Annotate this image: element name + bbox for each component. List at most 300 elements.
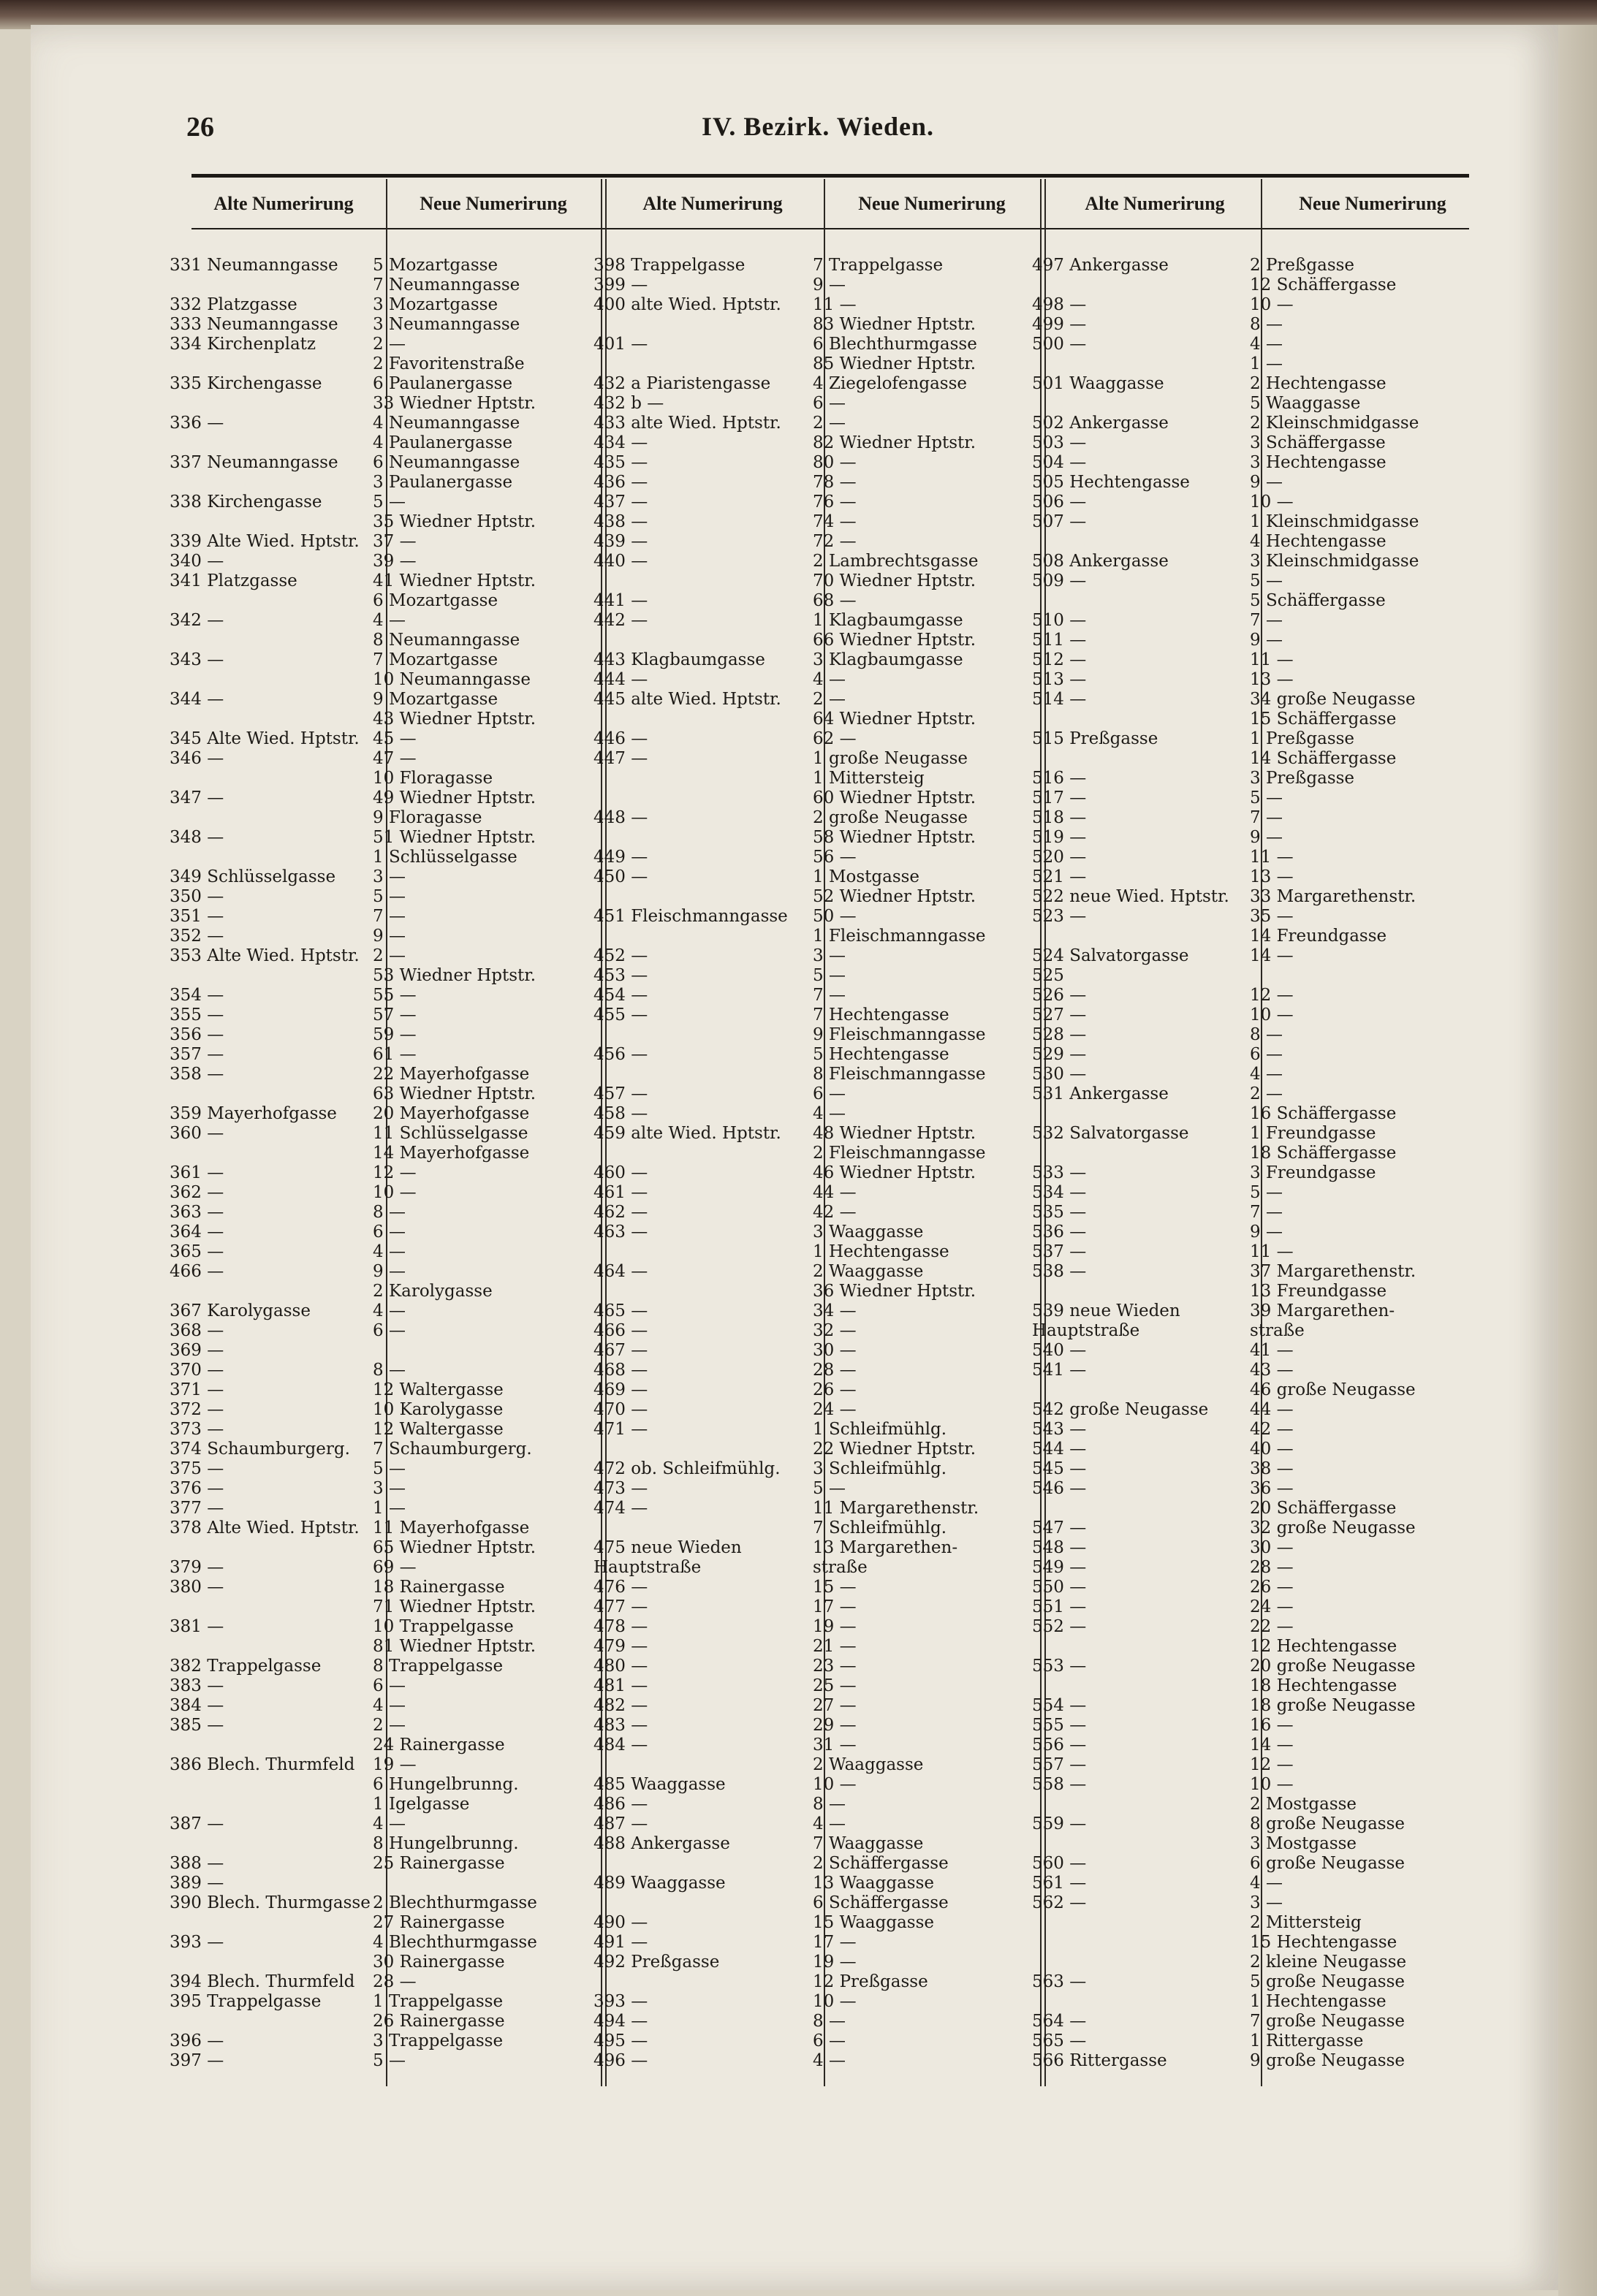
- old-number-cell: 363 —: [170, 1203, 224, 1222]
- new-number-cell: 40 —: [1250, 1440, 1294, 1459]
- new-number-cell: 7 Neumanngasse: [373, 275, 520, 294]
- old-number-cell: [170, 769, 382, 788]
- new-number-cell: 12 Waltergasse: [373, 1380, 504, 1399]
- new-number-cell: 5 Schäffergasse: [1250, 591, 1386, 610]
- new-number-cell: 9 —: [1250, 828, 1283, 847]
- old-number-cell: 349 Schlüsselgasse: [170, 867, 336, 886]
- new-number-cell: 7 —: [1250, 1203, 1283, 1222]
- old-number-cell: [593, 631, 822, 650]
- old-number-cell: [593, 927, 822, 946]
- new-number-cell: 4 —: [373, 611, 406, 630]
- old-number-cell: 451 Fleischmanngasse: [593, 907, 788, 926]
- new-number-cell: 14 —: [1250, 946, 1294, 965]
- new-number-cell: 2 —: [373, 335, 406, 354]
- new-number-cell: 20 Schäffergasse: [1250, 1499, 1397, 1518]
- new-number-cell: 22 Mayerhofgasse: [373, 1065, 530, 1084]
- new-number-cell: 1 Rittergasse: [1250, 2031, 1364, 2050]
- new-number-cell: 10 —: [813, 1775, 857, 1794]
- new-number-cell: 8 —: [373, 1361, 406, 1380]
- old-number-cell: [593, 1518, 822, 1538]
- old-number-cell: 466 —: [170, 1262, 224, 1281]
- old-number-cell: [170, 1953, 382, 1972]
- new-number-cell: 11 Margarethenstr.: [813, 1499, 979, 1518]
- new-number-cell: 2 Favoritenstraße: [373, 354, 525, 373]
- old-number-cell: 507 —: [1032, 512, 1087, 531]
- new-number-cell: 7 Schaumburgerg.: [373, 1440, 532, 1459]
- old-number-cell: [170, 1084, 382, 1104]
- new-number-cell: 28 —: [1250, 1558, 1294, 1577]
- new-number-cell: 5 —: [373, 2051, 406, 2070]
- old-number-cell: 377 —: [170, 1499, 224, 1518]
- page-edge-shadow: [1558, 25, 1597, 2296]
- new-number-cell: 81 Wiedner Hptstr.: [373, 1637, 536, 1656]
- old-number-cell: 454 —: [593, 986, 648, 1005]
- new-number-cell: 22 Wiedner Hptstr.: [813, 1440, 976, 1459]
- old-number-cell: [170, 631, 382, 650]
- new-number-cell: 46 große Neugasse: [1250, 1380, 1416, 1399]
- new-number-cell: 9 —: [1250, 473, 1283, 492]
- old-number-cell: 449 —: [593, 848, 648, 867]
- new-number-cell: 12 Preßgasse: [813, 1972, 928, 1991]
- new-number-cell: [373, 1874, 599, 1893]
- new-number-cell: 53 Wiedner Hptstr.: [373, 966, 536, 985]
- neu-column-2: [813, 256, 1039, 2071]
- old-number-cell: 560 —: [1032, 1854, 1087, 1873]
- old-number-cell: 455 —: [593, 1006, 648, 1025]
- old-number-cell: 441 —: [593, 591, 648, 610]
- old-number-cell: 558 —: [1032, 1775, 1087, 1794]
- new-number-cell: 2 —: [813, 414, 846, 433]
- old-number-cell: 370 —: [170, 1361, 224, 1380]
- old-number-cell: 362 —: [170, 1183, 224, 1202]
- new-number-cell: 48 Wiedner Hptstr.: [813, 1124, 976, 1143]
- new-number-cell: 44 —: [1250, 1400, 1294, 1419]
- alt-column-2: [593, 256, 822, 2071]
- old-number-cell: 492 Preßgasse: [593, 1953, 720, 1972]
- old-number-cell: 464 —: [593, 1262, 648, 1281]
- old-number-cell: 468 —: [593, 1361, 648, 1380]
- old-number-cell: Hauptstraße: [593, 1558, 702, 1577]
- old-number-cell: 524 Salvatorgasse: [1032, 946, 1189, 965]
- new-number-cell: 5 —: [813, 966, 846, 985]
- new-number-cell: 15 Waaggasse: [813, 1913, 935, 1932]
- new-number-cell: 5 —: [813, 1479, 846, 1498]
- new-number-cell: 44 —: [813, 1183, 857, 1202]
- new-number-cell: 6 —: [813, 394, 846, 413]
- new-number-cell: 27 —: [813, 1696, 857, 1715]
- old-number-cell: [1032, 591, 1259, 611]
- old-number-cell: 486 —: [593, 1795, 648, 1814]
- new-number-cell: 34 große Neugasse: [1250, 690, 1416, 709]
- new-number-cell: 1 Trappelgasse: [373, 1992, 504, 2011]
- old-number-cell: 434 —: [593, 433, 648, 452]
- old-number-cell: 332 Platzgasse: [170, 295, 297, 314]
- new-number-cell: 11 —: [813, 295, 857, 314]
- old-number-cell: 372 —: [170, 1400, 224, 1419]
- new-number-cell: 3 Mostgasse: [1250, 1834, 1357, 1853]
- new-number-cell: 10 Neumanngasse: [373, 670, 531, 689]
- old-number-cell: 470 —: [593, 1400, 648, 1419]
- new-number-cell: 33 Margarethenstr.: [1250, 887, 1416, 906]
- old-number-cell: 564 —: [1032, 2012, 1087, 2031]
- new-number-cell: 15 Schäffergasse: [1250, 710, 1397, 729]
- new-number-cell: 12 Schäffergasse: [1250, 275, 1397, 294]
- old-number-cell: 563 —: [1032, 1972, 1087, 1991]
- new-number-cell: 59 —: [373, 1025, 417, 1044]
- old-number-cell: 532 Salvatorgasse: [1032, 1124, 1189, 1143]
- new-number-cell: 10 —: [373, 1183, 417, 1202]
- page-title: IV. Bezirk. Wieden.: [702, 112, 935, 141]
- new-number-cell: 20 Mayerhofgasse: [373, 1104, 530, 1123]
- new-number-cell: 57 —: [373, 1006, 417, 1025]
- new-number-cell: 2 kleine Neugasse: [1250, 1953, 1407, 1972]
- new-number-cell: 6 —: [813, 2031, 846, 2050]
- old-number-cell: 446 —: [593, 729, 648, 748]
- old-number-cell: 536 —: [1032, 1223, 1087, 1242]
- new-number-cell: 18 Rainergasse: [373, 1578, 505, 1597]
- new-number-cell: 9 Fleischmanngasse: [813, 1025, 986, 1044]
- old-number-cell: [593, 1972, 822, 1992]
- old-number-cell: 502 Ankergasse: [1032, 414, 1169, 433]
- page-number: 26: [186, 112, 214, 142]
- old-number-cell: 542 große Neugasse: [1032, 1400, 1209, 1419]
- old-number-cell: 495 —: [593, 2031, 648, 2050]
- old-number-cell: 383 —: [170, 1676, 224, 1695]
- old-number-cell: 447 —: [593, 749, 648, 768]
- new-number-cell: 1 —: [1250, 354, 1283, 373]
- old-number-cell: [593, 315, 822, 335]
- old-number-cell: 393 —: [170, 1933, 224, 1952]
- new-number-cell: 2 Preßgasse: [1250, 256, 1355, 275]
- old-number-cell: 488 Ankergasse: [593, 1834, 730, 1853]
- new-number-cell: 24 Rainergasse: [373, 1736, 505, 1755]
- old-number-cell: 559 —: [1032, 1814, 1087, 1833]
- old-number-cell: 548 —: [1032, 1538, 1087, 1557]
- old-number-cell: 442 —: [593, 611, 648, 630]
- old-number-cell: 459 alte Wied. Hptstr.: [593, 1124, 781, 1143]
- new-number-cell: 12 Hechtengasse: [1250, 1637, 1397, 1656]
- new-number-cell: 8 große Neugasse: [1250, 1814, 1405, 1833]
- old-number-cell: 473 —: [593, 1479, 648, 1498]
- new-number-cell: 8 —: [1250, 315, 1283, 334]
- new-number-cell: 4 —: [1250, 1065, 1283, 1084]
- new-number-cell: 15 Hechtengasse: [1250, 1933, 1397, 1952]
- old-number-cell: 496 —: [593, 2051, 648, 2070]
- old-number-cell: 375 —: [170, 1459, 224, 1478]
- old-number-cell: [170, 591, 382, 611]
- old-number-cell: 554 —: [1032, 1696, 1087, 1715]
- new-number-cell: 24 —: [1250, 1597, 1294, 1616]
- new-number-cell: 4 Blechthurmgasse: [373, 1933, 537, 1952]
- old-number-cell: 445 alte Wied. Hptstr.: [593, 690, 781, 709]
- column-header-neu-1: Neue Numerirung: [420, 193, 567, 214]
- old-number-cell: 562 —: [1032, 1893, 1087, 1912]
- new-number-cell: 29 —: [813, 1716, 857, 1735]
- old-number-cell: 335 Kirchengasse: [170, 374, 322, 393]
- old-number-cell: [593, 710, 822, 729]
- old-number-cell: [1032, 1913, 1259, 1933]
- new-number-cell: 62 —: [813, 729, 857, 748]
- old-number-cell: 483 —: [593, 1716, 648, 1735]
- new-number-cell: 6 Schäffergasse: [813, 1893, 949, 1912]
- new-number-cell: 9 —: [373, 1262, 406, 1281]
- old-number-cell: 435 —: [593, 453, 648, 472]
- new-number-cell: 13 Margarethen-: [813, 1538, 958, 1557]
- column-header-neu-3: Neue Numerirung: [1299, 193, 1446, 214]
- new-number-cell: 5 Mozartgasse: [373, 256, 498, 275]
- new-number-cell: 11 —: [1250, 650, 1294, 669]
- old-number-cell: [593, 1893, 822, 1913]
- old-number-cell: [1032, 275, 1259, 295]
- new-number-cell: 10 Trappelgasse: [373, 1617, 514, 1636]
- new-number-cell: 6 Mozartgasse: [373, 591, 498, 610]
- old-number-cell: 561 —: [1032, 1874, 1087, 1893]
- old-number-cell: 549 —: [1032, 1558, 1087, 1577]
- old-number-cell: 344 —: [170, 690, 224, 709]
- old-number-cell: 500 —: [1032, 335, 1087, 354]
- old-number-cell: 358 —: [170, 1065, 224, 1084]
- new-number-cell: 1 Kleinschmidgasse: [1250, 512, 1419, 531]
- old-number-cell: 480 —: [593, 1657, 648, 1676]
- column-header-alt-2: Alte Numerirung: [642, 193, 783, 214]
- old-number-cell: 553 —: [1032, 1657, 1087, 1676]
- old-number-cell: 544 —: [1032, 1440, 1087, 1459]
- old-number-cell: [593, 887, 822, 907]
- new-number-cell: 55 —: [373, 986, 417, 1005]
- new-number-cell: 30 —: [1250, 1538, 1294, 1557]
- new-number-cell: 2 Hechtengasse: [1250, 374, 1387, 393]
- new-number-cell: 2 Mittersteig: [1250, 1913, 1362, 1932]
- old-number-cell: [1032, 394, 1259, 414]
- new-number-cell: 3 Neumanngasse: [373, 315, 520, 334]
- old-number-cell: [593, 828, 822, 848]
- old-number-cell: [170, 848, 382, 867]
- new-number-cell: 47 —: [373, 749, 417, 768]
- new-number-cell: 32 große Neugasse: [1250, 1518, 1416, 1537]
- old-number-cell: 341 Platzgasse: [170, 571, 297, 590]
- old-number-cell: 508 Ankergasse: [1032, 552, 1169, 571]
- new-number-cell: 5 —: [373, 493, 406, 512]
- new-number-cell: 42 —: [813, 1203, 857, 1222]
- old-number-cell: 465 —: [593, 1301, 648, 1320]
- new-number-cell: 3 —: [813, 946, 846, 965]
- old-number-cell: 367 Karolygasse: [170, 1301, 311, 1320]
- new-number-cell: 4 Ziegelofengasse: [813, 374, 968, 393]
- new-number-cell: 1 große Neugasse: [813, 749, 968, 768]
- old-number-cell: 381 —: [170, 1617, 224, 1636]
- old-number-cell: 566 Rittergasse: [1032, 2051, 1167, 2070]
- new-number-cell: 9 große Neugasse: [1250, 2051, 1405, 2070]
- old-number-cell: 482 —: [593, 1696, 648, 1715]
- old-number-cell: 364 —: [170, 1223, 224, 1242]
- old-number-cell: 487 —: [593, 1814, 648, 1833]
- new-number-cell: 19 —: [373, 1755, 417, 1774]
- new-number-cell: 17 —: [813, 1933, 857, 1952]
- new-number-cell: 63 Wiedner Hptstr.: [373, 1084, 536, 1103]
- old-number-cell: 556 —: [1032, 1736, 1087, 1755]
- new-number-cell: 2 Schäffergasse: [813, 1854, 949, 1873]
- new-number-cell: 3 —: [373, 1479, 406, 1498]
- new-number-cell: 26 —: [813, 1380, 857, 1399]
- old-number-cell: 531 Ankergasse: [1032, 1084, 1169, 1103]
- old-number-cell: 334 Kirchenplatz: [170, 335, 316, 354]
- new-number-cell: 5 Hechtengasse: [813, 1045, 949, 1064]
- old-number-cell: 506 —: [1032, 493, 1087, 512]
- new-number-cell: 3 Preßgasse: [1250, 769, 1355, 788]
- old-number-cell: [1032, 1637, 1259, 1657]
- old-number-cell: 546 —: [1032, 1479, 1087, 1498]
- old-number-cell: 484 —: [593, 1736, 648, 1755]
- old-number-cell: 352 —: [170, 927, 224, 946]
- old-number-cell: 382 Trappelgasse: [170, 1657, 322, 1676]
- old-number-cell: 368 —: [170, 1321, 224, 1340]
- new-number-cell: 33 Wiedner Hptstr.: [373, 394, 536, 413]
- old-number-cell: [1032, 1144, 1259, 1163]
- old-number-cell: [170, 1834, 382, 1854]
- old-number-cell: 499 —: [1032, 315, 1087, 334]
- column-header-alt-3: Alte Numerirung: [1085, 193, 1225, 214]
- old-number-cell: [1032, 927, 1259, 946]
- old-number-cell: Hauptstraße: [1032, 1321, 1140, 1340]
- new-number-cell: 1 Mostgasse: [813, 867, 920, 886]
- new-number-cell: [1250, 966, 1491, 986]
- new-number-cell: 2 Lambrechtsgasse: [813, 552, 979, 571]
- new-number-cell: 1 Hechtengasse: [1250, 1992, 1387, 2011]
- old-number-cell: 462 —: [593, 1203, 648, 1222]
- old-number-cell: 511 —: [1032, 631, 1087, 650]
- old-number-cell: 509 —: [1032, 571, 1087, 590]
- new-number-cell: 2 —: [1250, 1084, 1283, 1103]
- new-number-cell: 6 —: [813, 1084, 846, 1103]
- old-number-cell: 369 —: [170, 1341, 224, 1360]
- old-number-cell: [170, 1736, 382, 1755]
- old-number-cell: [1032, 1834, 1259, 1854]
- old-number-cell: [170, 710, 382, 729]
- new-number-cell: 71 Wiedner Hptstr.: [373, 1597, 536, 1616]
- old-number-cell: [170, 1282, 382, 1301]
- old-number-cell: [170, 1637, 382, 1657]
- column-header-alt-1: Alte Numerirung: [213, 193, 354, 214]
- old-number-cell: [593, 769, 822, 788]
- old-number-cell: 385 —: [170, 1716, 224, 1735]
- old-number-cell: 494 —: [593, 2012, 648, 2031]
- new-number-cell: 36 —: [1250, 1479, 1294, 1498]
- new-number-cell: 1 —: [373, 1499, 406, 1518]
- old-number-cell: 517 —: [1032, 788, 1087, 807]
- new-number-cell: 28 —: [373, 1972, 417, 1991]
- new-number-cell: 69 —: [373, 1558, 417, 1577]
- old-number-cell: 333 Neumanngasse: [170, 315, 338, 334]
- old-number-cell: 535 —: [1032, 1203, 1087, 1222]
- old-number-cell: 439 —: [593, 532, 648, 551]
- new-number-cell: 8 —: [813, 2012, 846, 2031]
- old-number-cell: 397 —: [170, 2051, 224, 2070]
- old-number-cell: 437 —: [593, 493, 648, 512]
- old-number-cell: [593, 1144, 822, 1163]
- old-number-cell: 547 —: [1032, 1518, 1087, 1537]
- new-number-cell: 1 Preßgasse: [1250, 729, 1355, 748]
- new-number-cell: 11 —: [1250, 1242, 1294, 1261]
- old-number-cell: 463 —: [593, 1223, 648, 1242]
- old-number-cell: 497 Ankergasse: [1032, 256, 1169, 275]
- new-number-cell: 72 —: [813, 532, 857, 551]
- new-number-cell: 16 Schäffergasse: [1250, 1104, 1397, 1123]
- new-number-cell: 10 —: [813, 1992, 857, 2011]
- old-number-cell: 457 —: [593, 1084, 648, 1103]
- old-number-cell: 444 —: [593, 670, 648, 689]
- old-number-cell: 398 Trappelgasse: [593, 256, 746, 275]
- new-number-cell: straße: [1250, 1321, 1305, 1340]
- new-number-cell: 7 Mozartgasse: [373, 650, 498, 669]
- new-number-cell: 3 Mozartgasse: [373, 295, 498, 314]
- new-number-cell: 82 Wiedner Hptstr.: [813, 433, 976, 452]
- new-number-cell: 56 —: [813, 848, 857, 867]
- old-number-cell: [170, 1775, 382, 1795]
- new-number-cell: 2 —: [373, 946, 406, 965]
- old-number-cell: 504 —: [1032, 453, 1087, 472]
- new-number-cell: 7 —: [373, 907, 406, 926]
- old-number-cell: 440 —: [593, 552, 648, 571]
- new-number-cell: [373, 1341, 599, 1361]
- old-number-cell: 505 Hechtengasse: [1032, 473, 1190, 492]
- new-number-cell: 4 —: [813, 1104, 846, 1123]
- new-number-cell: 35 —: [1250, 907, 1294, 926]
- new-number-cell: 5 —: [1250, 788, 1283, 807]
- old-number-cell: 339 Alte Wied. Hptstr.: [170, 532, 360, 551]
- old-number-cell: 360 —: [170, 1124, 224, 1143]
- new-number-cell: 9 —: [373, 927, 406, 946]
- new-number-cell: 7 Schleifmühlg.: [813, 1518, 947, 1537]
- new-number-cell: 27 Rainergasse: [373, 1913, 505, 1932]
- old-number-cell: 479 —: [593, 1637, 648, 1656]
- old-number-cell: [170, 670, 382, 690]
- new-number-cell: 1 Fleischmanngasse: [813, 927, 986, 946]
- old-number-cell: [170, 1597, 382, 1617]
- new-number-cell: 85 Wiedner Hptstr.: [813, 354, 976, 373]
- new-number-cell: 9 —: [813, 275, 846, 294]
- new-number-cell: 1 Igelgasse: [373, 1795, 470, 1814]
- old-number-cell: 400 alte Wied. Hptstr.: [593, 295, 781, 314]
- new-number-cell: 12 —: [373, 1163, 417, 1182]
- new-number-cell: 1 Klagbaumgasse: [813, 611, 963, 630]
- old-number-cell: 528 —: [1032, 1025, 1087, 1044]
- new-number-cell: 32 —: [813, 1321, 857, 1340]
- new-number-cell: 9 Floragasse: [373, 808, 482, 827]
- old-number-cell: 350 —: [170, 887, 224, 906]
- new-number-cell: 1 Hechtengasse: [813, 1242, 949, 1261]
- new-number-cell: 65 Wiedner Hptstr.: [373, 1538, 536, 1557]
- new-number-cell: 5 Waaggasse: [1250, 394, 1361, 413]
- new-number-cell: 14 Schäffergasse: [1250, 749, 1397, 768]
- old-number-cell: 550 —: [1032, 1578, 1087, 1597]
- old-number-cell: [1032, 1992, 1259, 2012]
- new-number-cell: 5 —: [373, 887, 406, 906]
- new-number-cell: 12 Waltergasse: [373, 1420, 504, 1439]
- old-number-cell: 386 Blech. Thurmfeld: [170, 1755, 355, 1774]
- new-number-cell: 24 —: [813, 1400, 857, 1419]
- new-number-cell: 10 Karolygasse: [373, 1400, 504, 1419]
- old-number-cell: 521 —: [1032, 867, 1087, 886]
- old-number-cell: 533 —: [1032, 1163, 1087, 1182]
- new-number-cell: 4 —: [373, 1814, 406, 1833]
- old-number-cell: 523 —: [1032, 907, 1087, 926]
- new-number-cell: 66 Wiedner Hptstr.: [813, 631, 976, 650]
- new-number-cell: 2 große Neugasse: [813, 808, 968, 827]
- new-number-cell: 8 Fleischmanngasse: [813, 1065, 986, 1084]
- new-number-cell: 11 —: [1250, 848, 1294, 867]
- old-number-cell: [170, 1144, 382, 1163]
- new-number-cell: 21 —: [813, 1637, 857, 1656]
